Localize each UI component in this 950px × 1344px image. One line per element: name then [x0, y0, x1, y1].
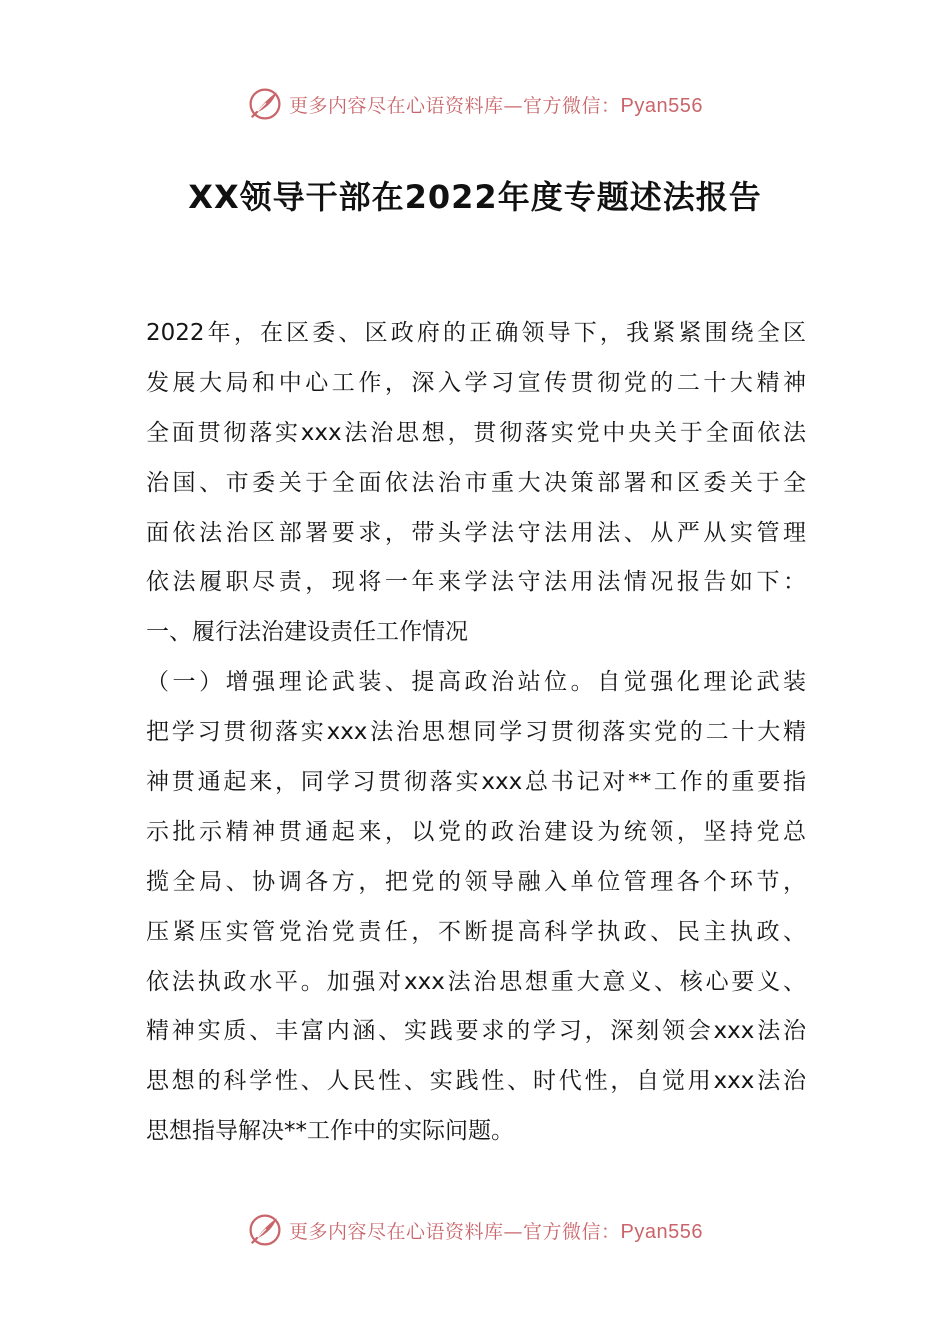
body-line: （一）增强理论武装、提高政治站位。自觉强化理论武装	[146, 669, 806, 696]
footer-watermark	[0, 1210, 950, 1250]
body-line: 把学习贯彻落实xxx法治思想同学习贯彻落实党的二十大精	[146, 719, 806, 746]
quill-pen-logo-icon	[247, 1212, 283, 1248]
document-title: XX领导干部在2022年度专题述法报告	[188, 178, 762, 216]
body-line: 思想的科学性、人民性、实践性、时代性，自觉用xxx法治	[146, 1068, 806, 1095]
body-line: 发展大局和中心工作，深入学习宣传贯彻党的二十大精神	[146, 369, 806, 396]
watermark-text	[289, 91, 703, 118]
body-line: 神贯通起来，同学习贯彻落实xxx总书记对**工作的重要指	[146, 769, 806, 796]
watermark-main-text: 更多内容尽在心语资料库—官方微信：	[289, 1220, 621, 1243]
watermark-text	[289, 1217, 703, 1244]
body-line: 精神实质、丰富内涵、实践要求的学习，深刻领会xxx法治	[146, 1018, 806, 1045]
body-line: 面依法治区部署要求，带头学法守法用法、从严从实管理	[146, 519, 806, 546]
body-line: 思想指导解决**工作中的实际问题。	[146, 1118, 514, 1145]
header-watermark	[0, 84, 950, 124]
body-line: 揽全局、协调各方，把党的领导融入单位管理各个环节，	[146, 868, 806, 895]
watermark-wechat-id: Pyan556	[620, 94, 703, 117]
body-line: 依法执政水平。加强对xxx法治思想重大意义、核心要义、	[146, 968, 806, 995]
body-line: 2022年，在区委、区政府的正确领导下，我紧紧围绕全区	[146, 320, 806, 346]
document-body	[146, 309, 806, 1157]
watermark-main-text: 更多内容尽在心语资料库—官方微信：	[289, 94, 621, 117]
quill-pen-logo-icon	[247, 86, 283, 122]
body-line: 依法履职尽责，现将一年来学法守法用法情况报告如下：	[146, 569, 806, 596]
section-heading: 一、履行法治建设责任工作情况	[146, 619, 468, 646]
body-line: 示批示精神贯通起来，以党的政治建设为统领，坚持党总	[146, 818, 806, 845]
body-line: 压紧压实管党治党责任，不断提高科学执政、民主执政、	[146, 918, 806, 945]
body-line: 治国、市委关于全面依法治市重大决策部署和区委关于全	[146, 469, 806, 496]
watermark-wechat-id: Pyan556	[620, 1220, 703, 1243]
body-line: 全面贯彻落实xxx法治思想，贯彻落实党中央关于全面依法	[146, 419, 806, 446]
